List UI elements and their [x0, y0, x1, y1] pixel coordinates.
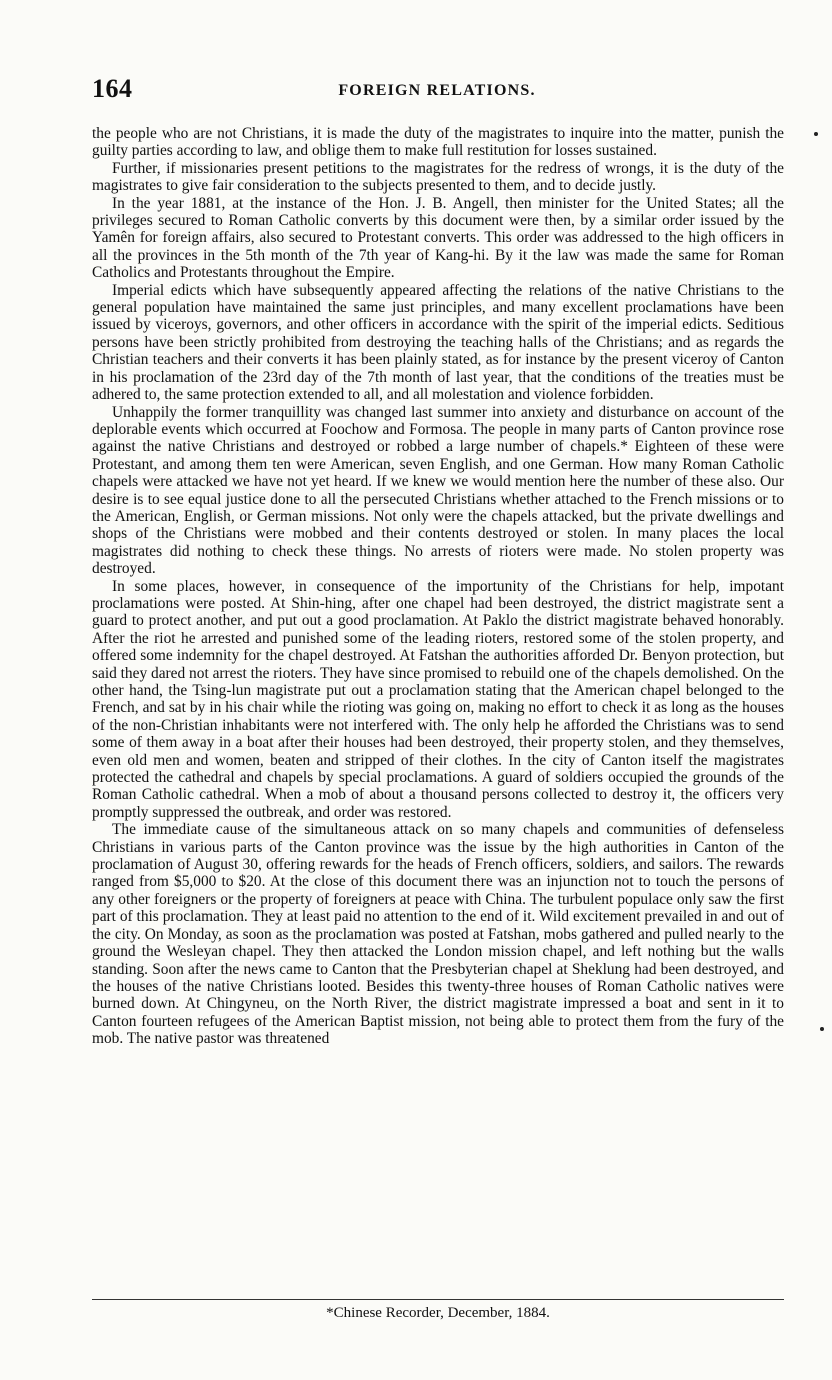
paragraph: Unhappily the former tranquillity was changed last summer into anxiety and disturbance on account of the deplorable events which occurred at Foochow and Formosa. The people in many parts of Canton province rose against the native Christians and destroyed or robbed a large number of chapels.* Eighteen of these were Protestant, and among them ten were American, seven English, and one German. How many Roman Catholic chapels were attacked we have not yet heard. If we knew we would mention here the number of these also. Our desire is to see equal justice done to all the persecuted Christians whether attached to the French missions or to the American, English, or German missions. Not only were the chapels attacked, but the private dwellings and shops of the Christians were mobbed and their contents destroyed or stolen. In many places the local magistrates did nothing to check these things. No arrests of rioters were made. No stolen property was destroyed. — [92, 403, 784, 578]
running-head: FOREIGN RELATIONS. — [338, 82, 536, 99]
footnote-rule — [92, 1299, 784, 1300]
paragraph: Further, if missionaries present petitions to the magistrates for the redress of wrongs, it is the duty of the magistrates to give fair consideration to the subjects presented to them, and to decide justly. — [92, 159, 784, 195]
footnote: *Chinese Recorder, December, 1884. — [326, 1305, 550, 1321]
body-text — [92, 125, 784, 1048]
paragraph: In some places, however, in consequence of the importunity of the Christians for help, impotant proclamations were posted. At Shin-hing, after one chapel had been destroyed, the district magistrate sent a guard to protect another, and put out a good proclamation. At Paklo the district magistrate behaved honorably. After the riot he arrested and punished some of the leading rioters, restored some of the stolen property, and offered some indemnity for the chapel destroyed. At Fatshan the authorities afforded Dr. Benyon protection, but said they dared not arrest the rioters. They have since promised to rebuild one of the chapels demolished. On the other hand, the Tsing-lun magistrate put out a proclamation stating that the American chapel belonged to the French, and sat by in his chair while the rioting was going on, making no effort to check it as long as the houses of the non-Christian inhabitants were not interfered with. The only help he afforded the Christians was to send some of them away in a boat after their houses had been destroyed, their property stolen, and they themselves, even old men and women, beaten and stripped of their clothes. In the city of Canton itself the magistrates protected the cathedral and chapels by special proclamations. A guard of soldiers occupied the grounds of the Roman Catholic cathedral. When a mob of about a thousand persons collected to destroy it, the officers very promptly suppressed the outbreak, and order was restored. — [92, 577, 784, 821]
margin-mark — [814, 132, 818, 136]
paragraph: the people who are not Christians, it is made the duty of the magistrates to inquire into the matter, punish the guilty parties according to law, and oblige them to make full restitution for losses sustained. — [92, 125, 784, 160]
paragraph: In the year 1881, at the instance of the Hon. J. B. Angell, then minister for the United States; all the privileges secured to Roman Catholic converts by this document were then, by a similar order issued by the Yamên for foreign affairs, also secured to Protestant converts. This order was addressed to the high officers in all the provinces in the 5th month of the 7th year of Kang-hi. By it the law was made the same for Roman Catholics and Protestants throughout the Empire. — [92, 194, 784, 282]
paragraph: The immediate cause of the simultaneous attack on so many chapels and communities of defenseless Christians in various parts of the Canton province was the issue by the high authorities in Canton of the proclamation of August 30, offering rewards for the heads of French officers, soldiers, and sailors. The rewards ranged from $5,000 to $20. At the close of this document there was an injunction not to touch the persons of any other foreigners or the property of foreigners at peace with China. The turbulent populace only saw the first part of this proclamation. They at least paid no attention to the end of it. Wild excitement prevailed in and out of the city. On Monday, as soon as the proclamation was posted at Fatshan, mobs gathered and pulled nearly to the ground the Wesleyan chapel. They then attacked the London mission chapel, and left nothing but the walls standing. Soon after the news came to Canton that the Presbyterian chapel at Sheklung had been destroyed, and the houses of the native Christians looted. Besides this twenty-three houses of Roman Catholic natives were burned down. At Chingyneu, on the North River, the district magistrate impressed a boat and sent in it to Canton fourteen refugees of the American Baptist mission, not being able to protect them from the fury of the mob. The native pastor was threatened — [92, 821, 784, 1048]
paragraph: Imperial edicts which have subsequently appeared affecting the relations of the native Christians to the general population have maintained the same just principles, and many excellent proclamations have been issued by viceroys, governors, and other officers in accordance with the spirit of the imperial edicts. Seditious persons have been strictly prohibited from destroying the teaching halls of the Christians; and as regards the Christian teachers and their converts it has been plainly stated, as for instance by the present viceroy of Canton in his proclamation of the 23rd day of the 7th month of last year, that the conditions of the treaties must be adhered to, the same protection extended to all, and all molestation and violence forbidden. — [92, 281, 784, 404]
page-header — [92, 74, 782, 108]
page-number: 164 — [92, 74, 133, 103]
margin-mark — [820, 1027, 824, 1031]
